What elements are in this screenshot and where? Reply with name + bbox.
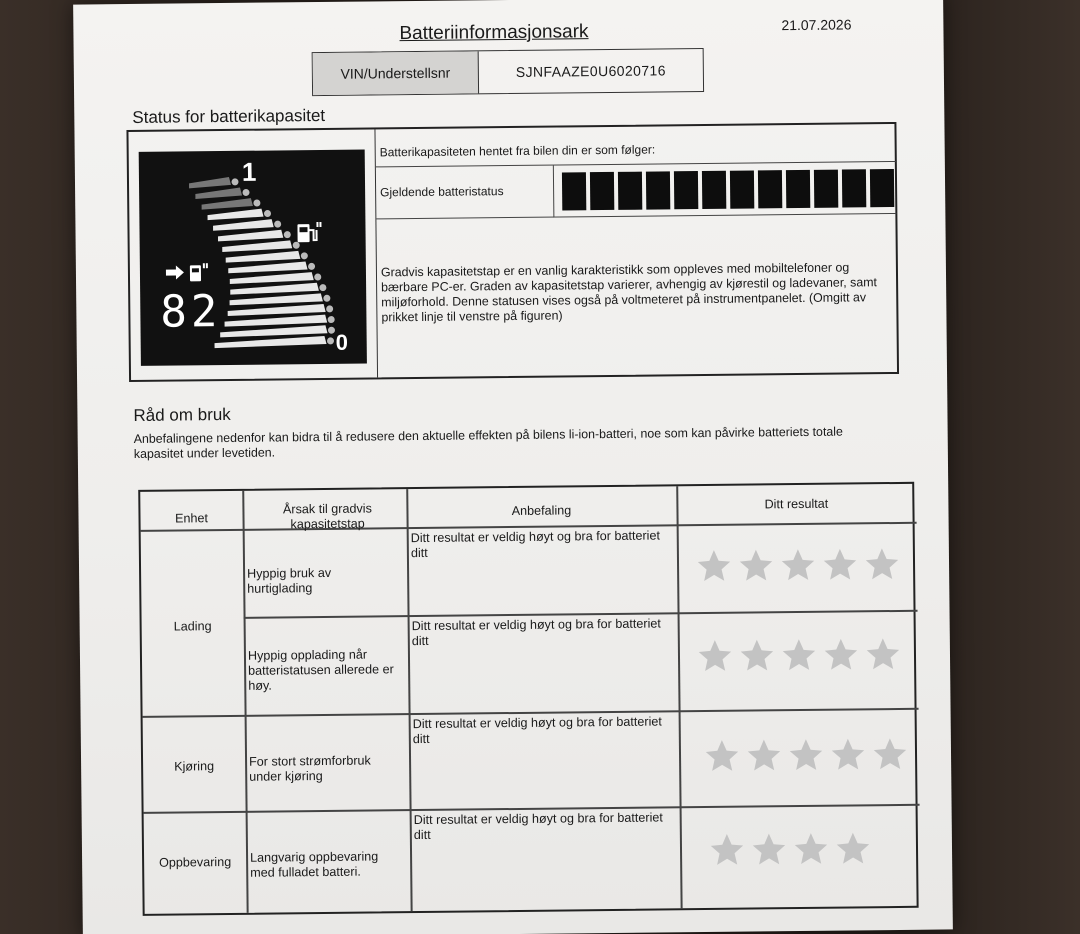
- status-bar: [618, 172, 642, 210]
- battery-gauge: [139, 150, 367, 366]
- star-icon: [745, 737, 783, 773]
- gauge-segment: [189, 177, 231, 188]
- star-icon: [738, 637, 776, 673]
- unit-cell: Kjøring: [174, 759, 215, 774]
- status-bar: [786, 170, 810, 208]
- recommendation-cell: Ditt resultat er veldig høyt og bra for batteriet ditt: [412, 714, 662, 747]
- gauge-segment: [229, 293, 322, 305]
- gauge-dot: [327, 337, 334, 344]
- star-icon: [780, 637, 818, 673]
- status-bar: [702, 171, 726, 209]
- recommendation-cell: Ditt resultat er veldig høyt og bra for batteriet ditt: [410, 528, 661, 561]
- battery-status-bars: [562, 169, 894, 210]
- gauge-segment: [213, 219, 274, 231]
- gauge-dot: [326, 305, 333, 312]
- gauge-dot: [328, 327, 335, 334]
- star-icon: [822, 636, 860, 672]
- capacity-heading: Status for batterikapasitet: [132, 105, 326, 127]
- status-bar: [870, 169, 894, 207]
- star-icon: [695, 548, 733, 584]
- gauge-dot: [293, 242, 300, 249]
- unit-cell: Oppbevaring: [158, 854, 232, 870]
- capacity-intro: Batterikapasiteten hentet fra bilen din er som følger:: [375, 124, 895, 167]
- star-icon: [864, 636, 902, 672]
- status-bar: [590, 172, 614, 210]
- gauge-dot: [274, 221, 281, 228]
- gauge-graphic: [139, 150, 367, 366]
- capacity-table: [374, 124, 897, 377]
- vin-label: VIN/Understellsnr: [313, 51, 479, 95]
- gauge-segment: [220, 325, 327, 337]
- star-icon: [863, 546, 901, 582]
- gauge-dot: [308, 263, 315, 270]
- battery-status-label: Gjeldende batteristatus: [376, 166, 555, 220]
- vin-box: [312, 48, 704, 96]
- cause-cell: For stort strømforbruk under kjøring: [248, 753, 371, 784]
- capacity-description: Gradvis kapasitetstap er en vanlig karakteristikk som oppleves med mobiltelefoner og bærbare PC-er. Graden av kapasitetstap varierer, avhengig av kjørestil og ladevaner, samt miljøforhold. Denne statusen vises også på voltmeteret på instrumentpanelet. (Omgitt av prikket linje til venstre på figuren): [380, 260, 878, 325]
- gauge-dot: [314, 273, 321, 280]
- gauge-dot: [328, 316, 335, 323]
- battery-info-sheet: [73, 0, 953, 934]
- battery-status-row: [376, 162, 897, 219]
- star-icon: [821, 546, 859, 582]
- gauge-bottom-label: 0: [335, 329, 349, 355]
- star-icon: [871, 736, 909, 772]
- gauge-top-label: 1: [241, 156, 257, 187]
- star-icon: [834, 830, 872, 866]
- column-header-unit: Enhet: [174, 511, 209, 526]
- star-icon: [787, 737, 825, 773]
- capacity-box: [126, 122, 899, 382]
- arrow-charging-icon: [166, 263, 208, 281]
- gauge-segment: [230, 283, 319, 295]
- gauge-dot: [253, 199, 260, 206]
- status-bar: [646, 171, 670, 209]
- star-icon: [750, 831, 788, 867]
- table-divider: [242, 491, 248, 913]
- gauge-segment: [202, 198, 253, 210]
- vin-value: SJNFAAZE0U6020716: [515, 62, 666, 80]
- gauge-segment: [224, 315, 327, 327]
- status-bar: [814, 170, 838, 208]
- column-header-cause: Årsak til gradvis kapasitetstap: [282, 501, 372, 532]
- star-rating: [708, 830, 872, 868]
- recommendation-cell: Ditt resultat er veldig høyt og bra for batteriet ditt: [413, 810, 663, 843]
- star-rating: [696, 636, 902, 674]
- unit-cell: Lading: [173, 619, 212, 634]
- document-title: Batteriinformasjonsark: [399, 21, 589, 45]
- gauge-dot: [231, 178, 238, 185]
- star-rating: [703, 736, 909, 774]
- gauge-dot: [242, 189, 249, 196]
- gauge-value: 82: [160, 286, 222, 338]
- star-icon: [708, 832, 746, 868]
- status-bar: [674, 171, 698, 209]
- gauge-segment: [226, 251, 301, 263]
- cause-cell: Hyppig opplading når batteristatusen allerede er høy.: [247, 647, 394, 693]
- gauge-segment: [230, 272, 314, 284]
- star-icon: [829, 736, 867, 772]
- star-icon: [703, 738, 741, 774]
- advice-table: [138, 482, 918, 916]
- advice-heading: Råd om bruk: [133, 404, 231, 425]
- star-icon: [696, 638, 734, 674]
- gauge-segment: [228, 261, 307, 273]
- gauge-dot: [301, 252, 308, 259]
- status-bar: [842, 169, 866, 207]
- column-header-recommendation: Anbefaling: [511, 503, 572, 519]
- status-bar: [562, 172, 586, 210]
- gauge-segment: [218, 230, 283, 242]
- status-bar: [758, 170, 782, 208]
- column-header-result: Ditt resultat: [764, 496, 829, 512]
- table-divider: [676, 486, 682, 908]
- gauge-dot: [319, 284, 326, 291]
- advice-intro: Anbefalingene nedenfor kan bidra til å redusere den aktuelle effekten på bilens li-ion-batteri, noe som kan påvirke batteriets totale kapasitet under levetiden.: [133, 424, 843, 461]
- cause-cell: Langvarig oppbevaring med fulladet batteri.: [250, 849, 379, 880]
- charging-station-icon: [297, 222, 321, 242]
- gauge-segment: [214, 336, 326, 348]
- star-icon: [779, 547, 817, 583]
- recommendation-cell: Ditt resultat er veldig høyt og bra for batteriet ditt: [411, 616, 661, 649]
- gauge-dot: [284, 231, 291, 238]
- cause-cell: Hyppig bruk av hurtiglading: [247, 565, 332, 596]
- star-icon: [737, 547, 775, 583]
- star-icon: [792, 831, 830, 867]
- document-date: 21.07.2026: [781, 16, 852, 34]
- star-rating: [695, 546, 901, 584]
- gauge-segment: [228, 304, 326, 316]
- gauge-segment: [222, 240, 292, 252]
- gauge-dot: [323, 295, 330, 302]
- gauge-segment: [207, 209, 263, 221]
- gauge-segment: [195, 187, 242, 198]
- gauge-dot: [264, 210, 271, 217]
- status-bar: [730, 170, 754, 208]
